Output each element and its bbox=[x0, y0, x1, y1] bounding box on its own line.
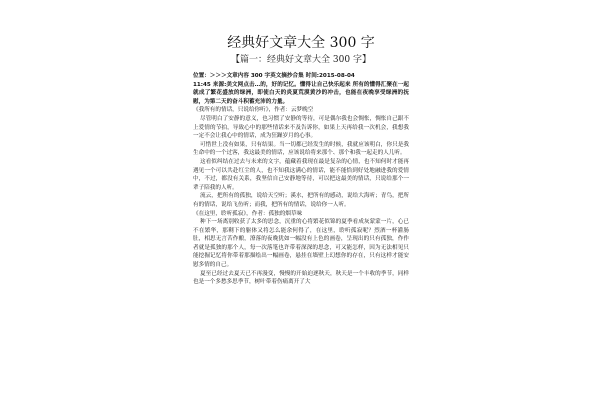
article-text bbox=[193, 72, 409, 287]
paragraph-heading-2: 《在这里，聆听孤寂》，作者：孤独的烟草味 bbox=[193, 210, 303, 217]
paragraph: 这看似纠结在过去与未来的文字，蕴藏着我现在最是复杂的心情，也不知何时才能再遇见一个可以共赴红尘的人，也不知我这满心的情话，能不能恰到好处地融进我的爱情中，不过，都没有关系，我坚信自己安静地等待，可以把这最美的情话，只说给那个一辈子陪我的人听。 bbox=[193, 158, 409, 191]
document-subtitle: 【篇一：经典好文章大全 300 字】 bbox=[231, 55, 371, 65]
paragraph: 尽管明白了安静的意义，也习惯了安静的等待，可是偶尔我也会惆怅，惆怅自己跟不上爱情的节拍，导致心中的那些情话来不及告诉你，如果上天再给我一次机会，我想我一定不会让我心中的情话，成为狂躁岁月的心事。 bbox=[193, 115, 409, 140]
document-title: 经典好文章大全 300 字 bbox=[227, 35, 375, 51]
meta-line-position: 位置：＞＞＞文章内容 300 字英文摘抄合集 时间:2015-08-04 bbox=[193, 73, 355, 79]
paragraph: 夏至已经过去夏天已不再漫变，慢慢的开始迫逐秋天，秋天是一个丰收的季节，同样也是一个多愁多思季节，树叶带着伤痛离开了大 bbox=[193, 270, 409, 286]
paragraph: 可惜世上没有如果，只有结果。当一切都已经发生的时候，我就应该明白，你只是我生命中的一个过客，我这最美的情话，应该说给将来那个、那个和我一起走的人儿听。 bbox=[193, 141, 409, 157]
document-body bbox=[193, 0, 409, 287]
paragraph: 种下一场离别收获了太多的思念，沉重的心将繁花似锦的夏季看成灰蒙蒙一片，心已不在繁华，那剩下的躯体又将怎么能余何得了，在这里，聆听孤寂呢？烈酒一杯灌肠肚，相思无言苦作酿，潦落的夜晚犹如一幅没有上色的画卷，呈现出的只有孤独，作作者就是孤独的那个人，每一次落笔也许带着深深的思念，可又能怎样，因为无法相见只能挖掘记忆将你带着那描绘出一幅画卷，悬挂在墙壁上幻想你的存在，只有这样才能安慰多情的自己。 bbox=[193, 219, 409, 269]
paragraph: 流云，把所有的孤独，说给天空听；溪水，把所有的感动，说给大海听；青鸟，把所有的情话，说给飞鱼听；而我，把所有的情话，说给你一人听。 bbox=[193, 193, 409, 208]
paragraph-heading-1: 《我所有的情话，只说给你听》，作者：云梦晚空 bbox=[193, 107, 314, 114]
meta-line-source: 11:45 来源:美文网点击…的，好的记忆。懂得让自己快乐起来 所有的懂得汇聚在一起就成了繁花盛放的绿洲，即使白天的炎夏荒漠黄沙的冲击，也能在夜晚享受绿洲的抚慰，为第二天的奋斗积蓄充沛的力量。 bbox=[193, 81, 409, 105]
